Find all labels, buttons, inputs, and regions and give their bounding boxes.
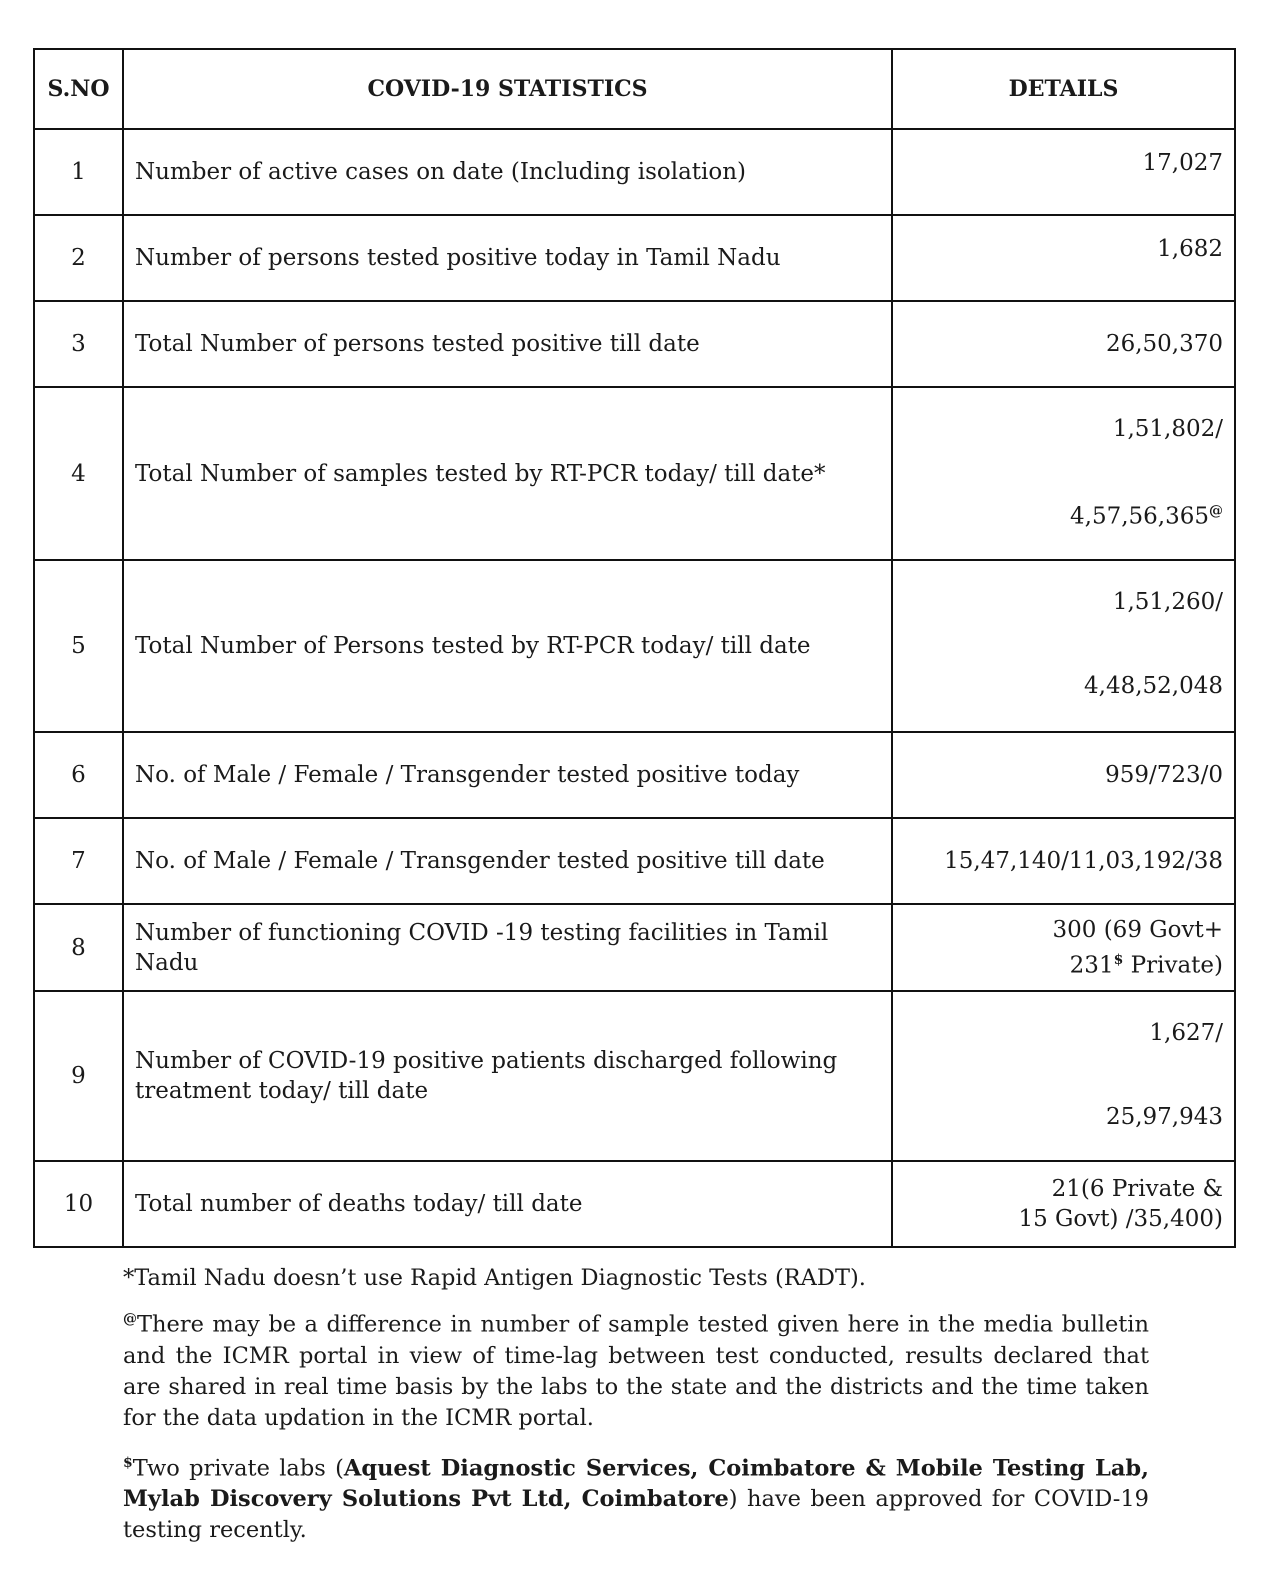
details-line-1: 21(6 Private & bbox=[1051, 1176, 1223, 1202]
table-row bbox=[34, 991, 1235, 1161]
row-sno: 8 bbox=[34, 904, 123, 991]
table-row bbox=[34, 732, 1235, 818]
row-label: Total Number of persons tested positive till date bbox=[123, 301, 892, 387]
details-today: 1,627/ bbox=[1149, 1020, 1223, 1046]
details-till-date: 25,97,943 bbox=[1105, 1104, 1223, 1130]
details-line-2: 15 Govt) /35,400) bbox=[1018, 1206, 1223, 1232]
row-sno: 10 bbox=[34, 1161, 123, 1247]
details-today: 1,51,802/ bbox=[1112, 416, 1223, 442]
details-value: 231 bbox=[1069, 952, 1114, 979]
row-details bbox=[892, 991, 1235, 1161]
table-row bbox=[34, 904, 1235, 991]
footnote-at-marker: @ bbox=[123, 1311, 137, 1327]
details-value: 26,50,370 bbox=[1105, 331, 1223, 357]
table-row bbox=[34, 387, 1235, 560]
footnote-radt: *Tamil Nadu doesn’t use Rapid Antigen Diagnostic Tests (RADT). bbox=[123, 1265, 866, 1291]
footnote-at-marker: @ bbox=[1209, 503, 1223, 519]
footnote-text: ) have been approved for COVID-19 testing recently. bbox=[123, 1486, 1149, 1543]
row-label: Total number of deaths today/ till date bbox=[123, 1161, 892, 1247]
row-label: No. of Male / Female / Transgender tested positive today bbox=[123, 732, 892, 818]
header-details: DETAILS bbox=[892, 49, 1235, 129]
details-line-2 bbox=[904, 945, 1223, 981]
row-label: Number of functioning COVID -19 testing facilities in Tamil Nadu bbox=[123, 904, 892, 991]
row-details bbox=[892, 818, 1235, 904]
table-row bbox=[34, 1161, 1235, 1247]
footnote-text: Two private labs ( bbox=[132, 1455, 344, 1481]
row-details bbox=[892, 1161, 1235, 1247]
row-details bbox=[892, 129, 1235, 215]
details-till-date bbox=[904, 496, 1223, 532]
row-details bbox=[892, 215, 1235, 301]
details-value: 4,57,56,365 bbox=[1070, 503, 1209, 530]
footnote-dollar-marker: $ bbox=[123, 1454, 133, 1471]
details-value: Private) bbox=[1130, 952, 1223, 979]
table-row bbox=[34, 301, 1235, 387]
row-label: Total Number of Persons tested by RT-PCR today/ till date bbox=[123, 560, 892, 732]
details-value: 17,027 bbox=[1142, 150, 1223, 176]
header-statistic: COVID-19 STATISTICS bbox=[123, 49, 892, 129]
details-value: 15,47,140/11,03,192/38 bbox=[944, 848, 1223, 874]
row-details bbox=[892, 560, 1235, 732]
footnote-icmr-difference bbox=[123, 1304, 1149, 1434]
details-line-1: 300 (69 Govt+ bbox=[1052, 916, 1223, 943]
details-value: 1,682 bbox=[1157, 236, 1223, 262]
footnote-private-labs bbox=[123, 1448, 1149, 1547]
row-sno: 5 bbox=[34, 560, 123, 732]
row-sno: 2 bbox=[34, 215, 123, 301]
row-sno: 4 bbox=[34, 387, 123, 560]
covid-statistics-table bbox=[33, 48, 1236, 1248]
table-row bbox=[34, 129, 1235, 215]
table-row bbox=[34, 818, 1235, 904]
table-row bbox=[34, 215, 1235, 301]
row-label: Number of active cases on date (Including isolation) bbox=[123, 129, 892, 215]
details-till-date: 4,48,52,048 bbox=[1084, 673, 1223, 699]
row-details bbox=[892, 732, 1235, 818]
row-label: Number of persons tested positive today in Tamil Nadu bbox=[123, 215, 892, 301]
details-today: 1,51,260/ bbox=[1112, 589, 1223, 615]
row-sno: 6 bbox=[34, 732, 123, 818]
row-details bbox=[892, 301, 1235, 387]
row-label: Number of COVID-19 positive patients discharged following treatment today/ till date bbox=[123, 991, 892, 1161]
row-details bbox=[892, 387, 1235, 560]
table-row bbox=[34, 560, 1235, 732]
row-sno: 9 bbox=[34, 991, 123, 1161]
footnote-text: There may be a difference in number of sample tested given here in the media bulletin and the ICMR portal in view of time-lag between test conducted, results declared that are shared in real time basis by the labs to the state and the districts and the time taken for the data updation in the ICMR portal. bbox=[123, 1311, 1149, 1431]
table-header-row bbox=[34, 49, 1235, 129]
header-sno: S.NO bbox=[34, 49, 123, 129]
row-label: Total Number of samples tested by RT-PCR today/ till date* bbox=[123, 387, 892, 560]
row-details bbox=[892, 904, 1235, 991]
details-value: 959/723/0 bbox=[1105, 762, 1223, 788]
footnote-dollar-marker: $ bbox=[1113, 951, 1124, 968]
footnotes bbox=[123, 1263, 1149, 1556]
row-sno: 7 bbox=[34, 818, 123, 904]
row-sno: 1 bbox=[34, 129, 123, 215]
lab-names: Aquest Diagnostic Services, Coimbatore & Mobile Testing Lab, Mylab Discovery Solutions Pvt Ltd, Coimbatore bbox=[123, 1455, 1149, 1512]
row-label: No. of Male / Female / Transgender tested positive till date bbox=[123, 818, 892, 904]
row-sno: 3 bbox=[34, 301, 123, 387]
